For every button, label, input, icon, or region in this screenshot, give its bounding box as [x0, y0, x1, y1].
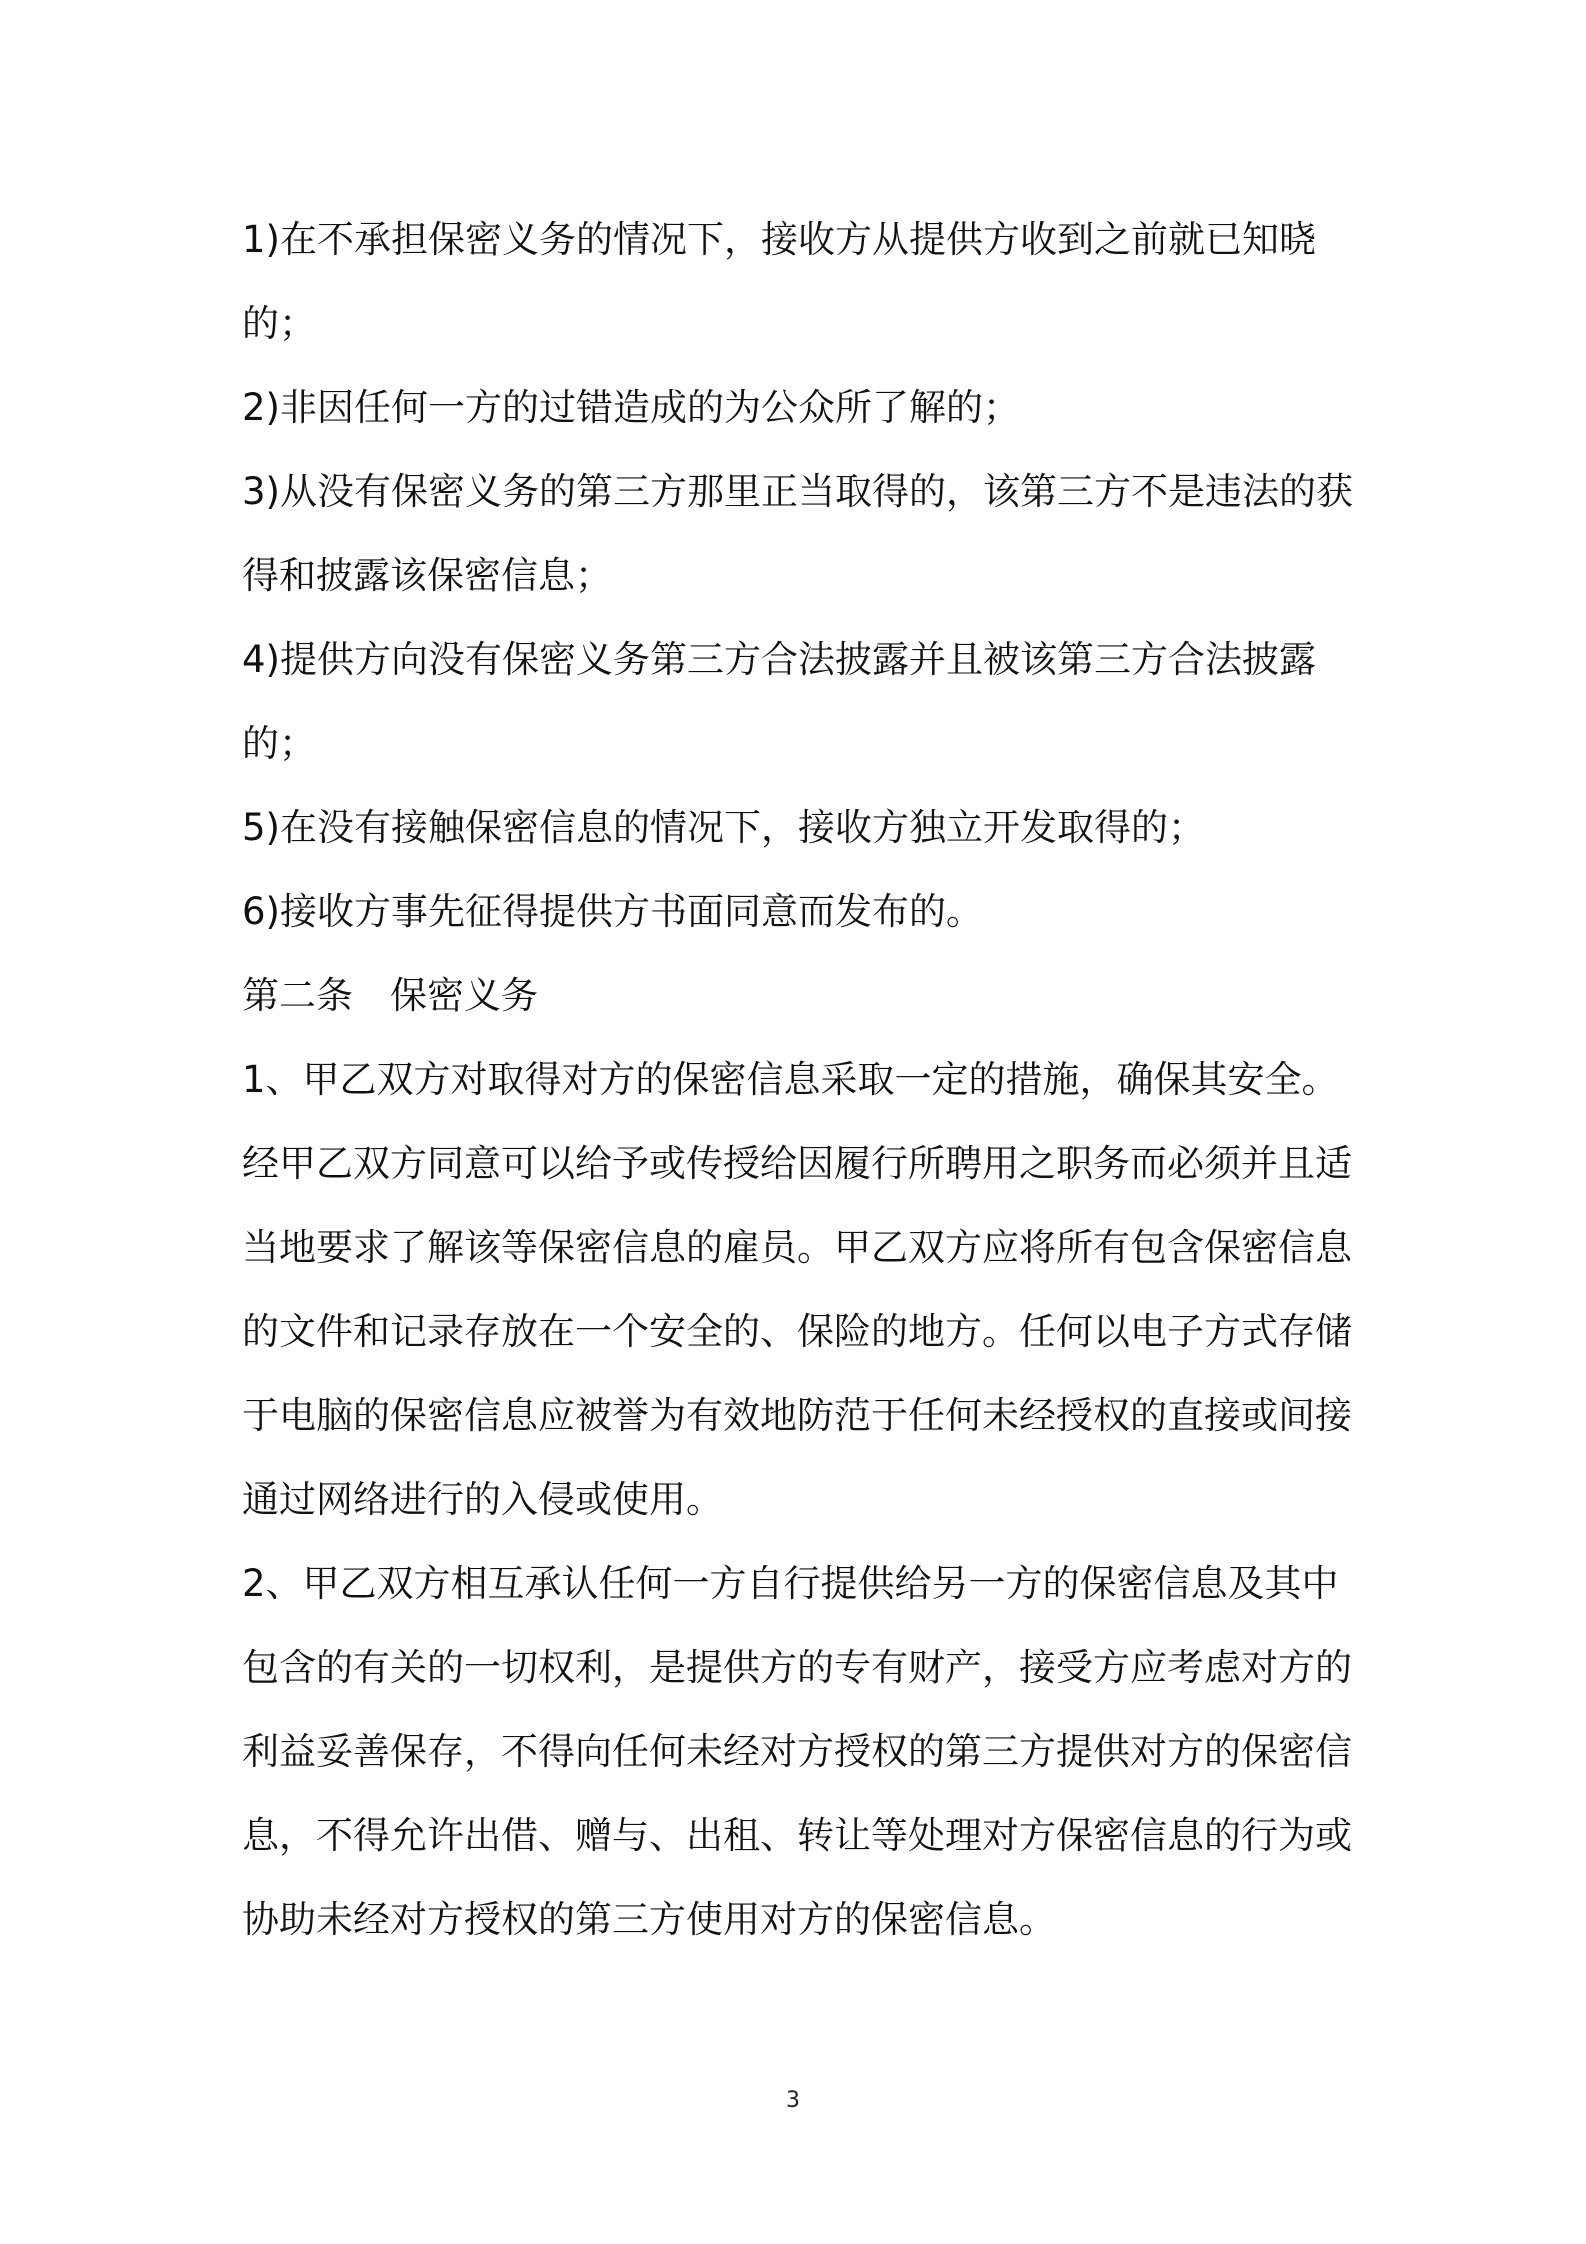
exception-item-3: 3)从没有保密义务的第三方那里正当取得的，该第三方不是违法的获得和披露该保密信息； — [242, 470, 1353, 597]
clause-1: 1、甲乙双方对取得对方的保密信息采取一定的措施，确保其安全。经甲乙双方同意可以给予或传授给因履行所聘用之职务而必须并且适当地要求了解该等保密信息的雇员。甲乙双方应将所有包含保密信息的文件和记录存放在一个安全的、保险的地方。任何以电子方式存储于电脑的保密信息应被誉为有效地防范于任何未经授权的直接或间接通过网络进行的入侵或使用。 — [242, 1058, 1352, 1521]
clause-2: 2、甲乙双方相互承认任何一方自行提供给另一方的保密信息及其中包含的有关的一切权利，是提供方的专有财产，接受方应考虑对方的利益妥善保存，不得向任何未经对方授权的第三方提供对方的保密信息，不得允许出借、赠与、出租、转让等处理对方保密信息的行为或协助未经对方授权的第三方使用对方的保密信息。 — [242, 1562, 1352, 1941]
document-body — [242, 198, 1362, 1962]
page-number: 3 — [786, 2088, 800, 2113]
exception-item-5: 5)在没有接触保密信息的情况下，接收方独立开发取得的； — [242, 806, 1205, 849]
exception-item-4: 4)提供方向没有保密义务第三方合法披露并且被该第三方合法披露的； — [242, 638, 1316, 765]
exception-item-2: 2)非因任何一方的过错造成的为公众所了解的； — [242, 386, 1020, 429]
exception-item-6: 6)接收方事先征得提供方书面同意而发布的。 — [242, 890, 983, 933]
exception-item-1: 1)在不承担保密义务的情况下，接收方从提供方收到之前就已知晓的； — [242, 218, 1316, 345]
article-heading: 第二条 保密义务 — [242, 974, 538, 1017]
